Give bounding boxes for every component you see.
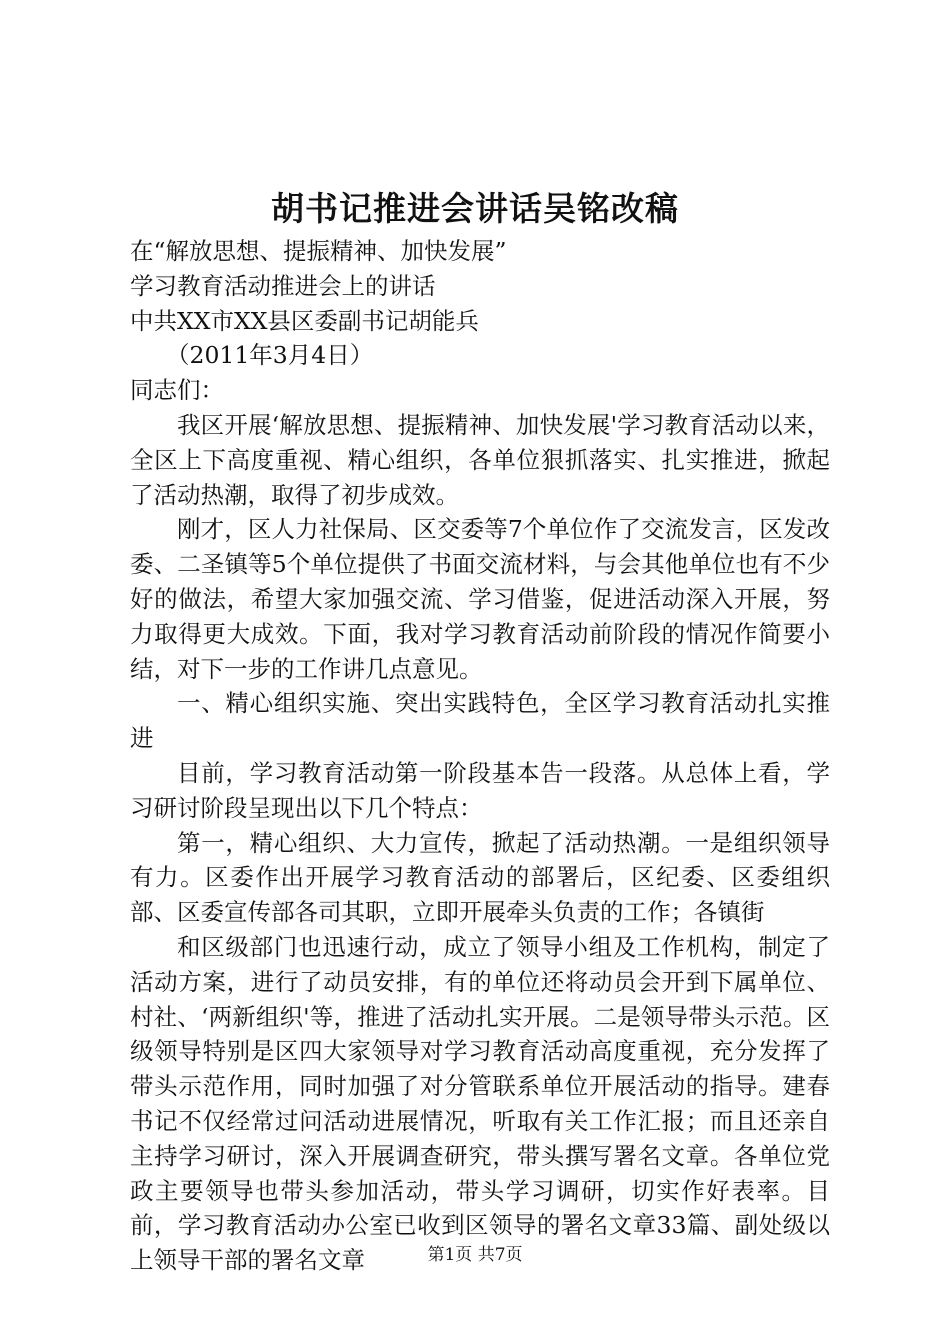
page-number-footer: 第1页 共7页 — [427, 1245, 523, 1265]
speech-occasion-line-1: 在“解放思想、提振精神、加快发展” — [130, 237, 507, 265]
paragraph: 目前，学习教育活动第一阶段基本告一段落。从总体上看，学习研讨阶段呈现出以下几个特点： — [130, 758, 830, 822]
date-line: （2011年3月4日） — [166, 341, 374, 370]
paragraph: 和区级部门也迅速行动，成立了领导小组及工作机构，制定了活动方案，进行了动员安排，有的单位还将动员会开到下属单位、村社、‘两新组织'等，推进了活动扎实开展。二是领导带头示范。区级领导特别是区四大家领导对学习教育活动高度重视，充分发挥了带头示范作用，同时加强了对分管联系单位开展活动的指导。建春书记不仅经常过问活动进展情况，听取有关工作汇报；而且还亲自主持学习研讨，深入开展调查研究，带头撰写署名文章。各单位党政主要领导也带头参加活动，带头学习调研，切实作好表率。目前，学习教育活动办公室已收到区领导的署名文章33篇、副处级以上领导干部的署名文章 — [130, 932, 830, 1275]
document-body — [130, 234, 830, 1278]
paragraph: 第一，精心组织、大力宣传，掀起了活动热潮。一是组织领导有力。区委作出开展学习教育活动的部署后，区纪委、区委组织部、区委宣传部各司其职，立即开展牵头负责的工作；各镇街 — [130, 828, 830, 927]
salutation: 同志们： — [130, 376, 224, 405]
speech-occasion-line-2: 学习教育活动推进会上的讲话 — [130, 271, 436, 300]
section-heading: 一、精心组织实施、突出实践特色，全区学习教育活动扎实推进 — [130, 689, 830, 753]
speaker-line: 中共XX市XX县区委副书记胡能兵 — [130, 306, 479, 335]
paragraph: 刚才，区人力社保局、区交委等7个单位作了交流发言，区发改委、二圣镇等5个单位提供了书面交流材料，与会其他单位也有不少好的做法，希望大家加强交流、学习借鉴，促进活动深入开展，努力取得更大成效。下面，我对学习教育活动前阶段的情况作简要小结，对下一步的工作讲几点意见。 — [130, 515, 830, 683]
document-title: 胡书记推进会讲话吴铭改稿 — [271, 189, 679, 228]
paragraph: 我区开展‘解放思想、提振精神、加快发展'学习教育活动以来，全区上下高度重视、精心组织，各单位狠抓落实、扎实推进，掀起了活动热潮，取得了初步成效。 — [130, 410, 830, 509]
